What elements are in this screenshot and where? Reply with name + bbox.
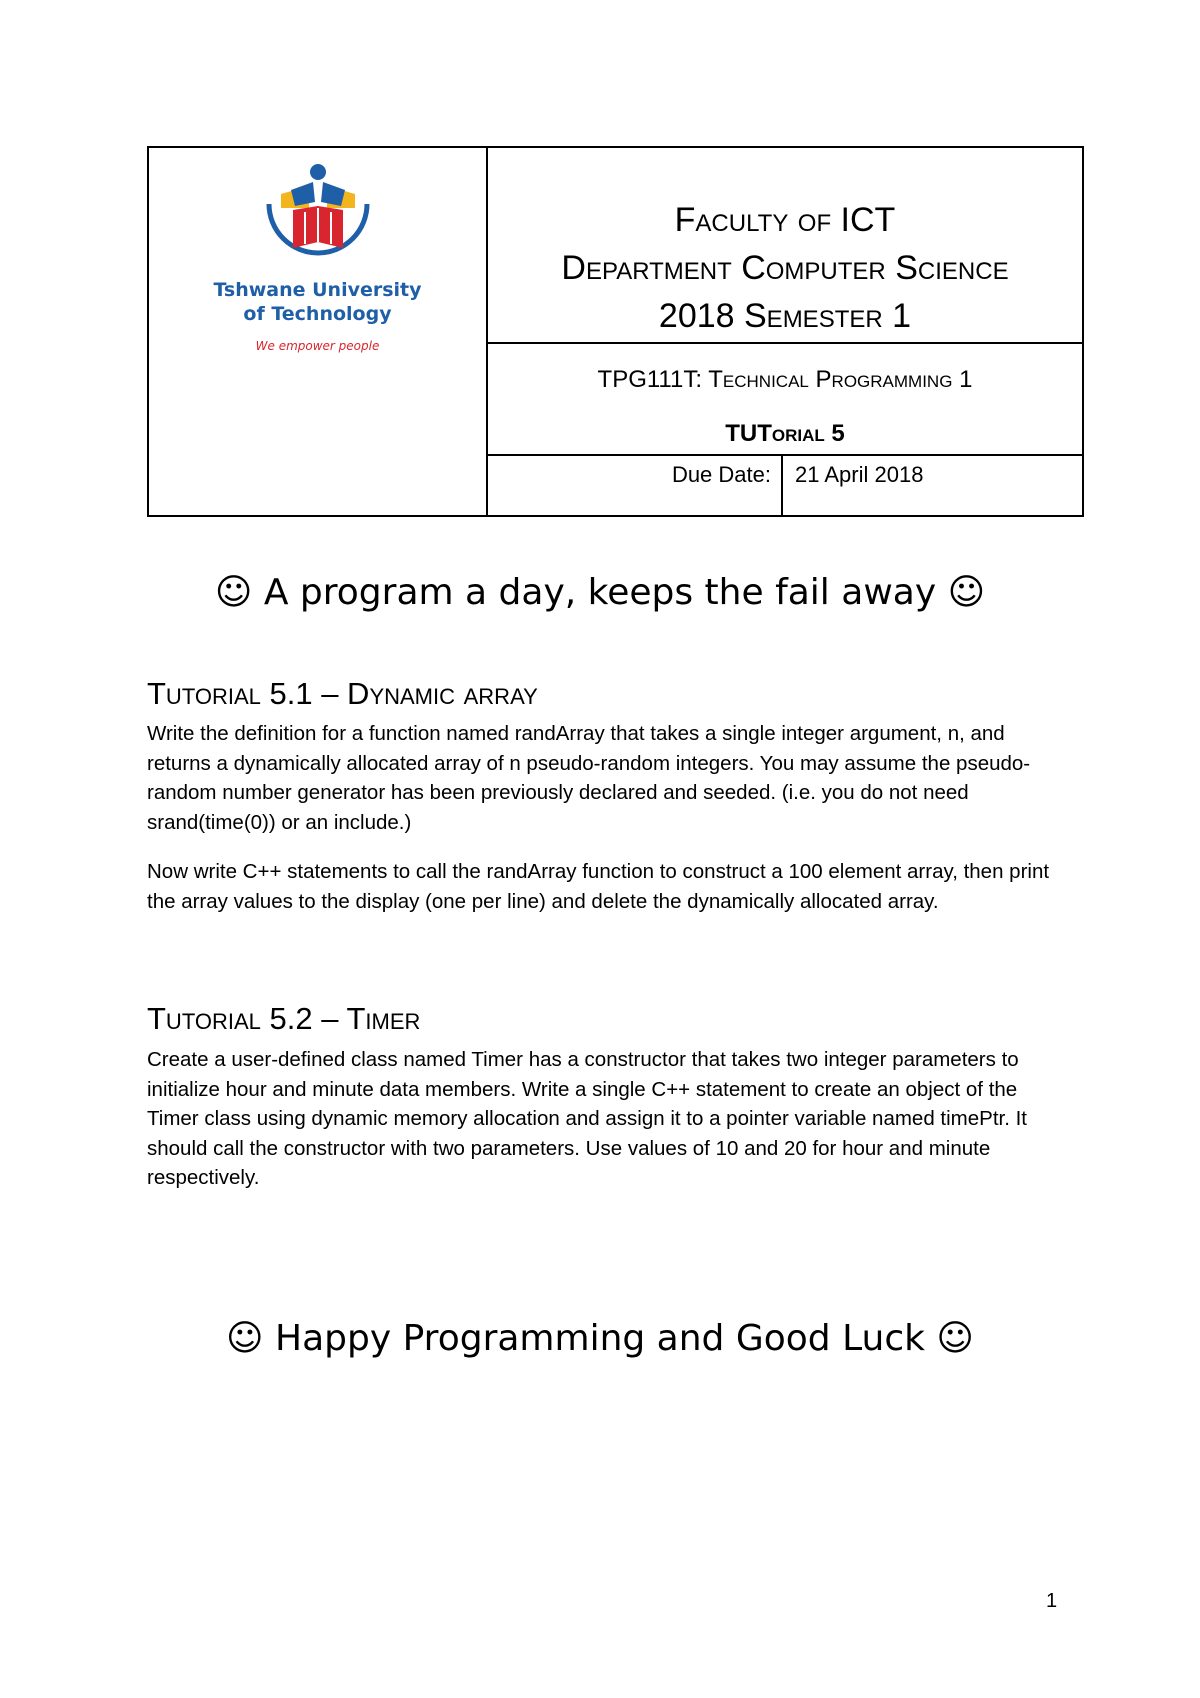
university-name-line2: of Technology [243,303,392,325]
section-5-1-paragraph-2: Now write C++ statements to call the randArray function to construct a 100 element array, then print the array values to the display (one per line) and delete the dynamically allocated array. [147,860,1050,913]
page-number: 1 [1046,1590,1058,1612]
university-name-line1: Tshwane University [213,279,422,301]
course-title: TPG111T: Technical Programming 1 [597,366,973,393]
course-cell [488,344,1082,456]
motto-bottom: ☺ Happy Programming and Good Luck ☺ [226,1318,974,1359]
logo-cell [149,148,488,515]
department-title: Department Computer Science [561,249,1009,287]
due-date-value: 21 April 2018 [795,462,924,487]
university-logo-icon [259,162,377,274]
section-title-5-2: Tutorial 5.2 – Timer [147,1001,421,1036]
faculty-title: Faculty of ICT [674,201,896,239]
university-tagline: We empower people [255,339,380,353]
section-5-2-paragraph-1: Create a user-defined class named Timer has a constructor that takes two integer parameters to initialize hour and minute data members. Write a single C++ statement to create an object of the Timer class using dynamic memory allocation and assign it to a pointer variable named timePtr. It should call the constructor with two parameters. Use values of 10 and 20 for hour and minute respectively. [147,1048,1027,1189]
tutorial-title: TUTorial 5 [725,420,845,447]
title-cell [488,148,1082,344]
motto-top: ☺ A program a day, keeps the fail away ☺ [214,572,986,613]
due-date-label: Due Date: [671,462,771,487]
header-table [147,146,1084,517]
section-5-1-paragraph-1: Write the definition for a function named randArray that takes a single integer argument, n, and returns a dynamically allocated array of n pseudo-random integers. You may assume the pseudo-random number generator has been previously declared and seeded. (i.e. you do not need srand(time(0)) or an include.) [147,722,1031,834]
due-date-label-cell [488,456,783,515]
due-date-value-cell [783,456,1082,515]
semester-title: 2018 Semester 1 [658,297,912,335]
section-title-5-1: Tutorial 5.1 – Dynamic array [147,676,538,711]
